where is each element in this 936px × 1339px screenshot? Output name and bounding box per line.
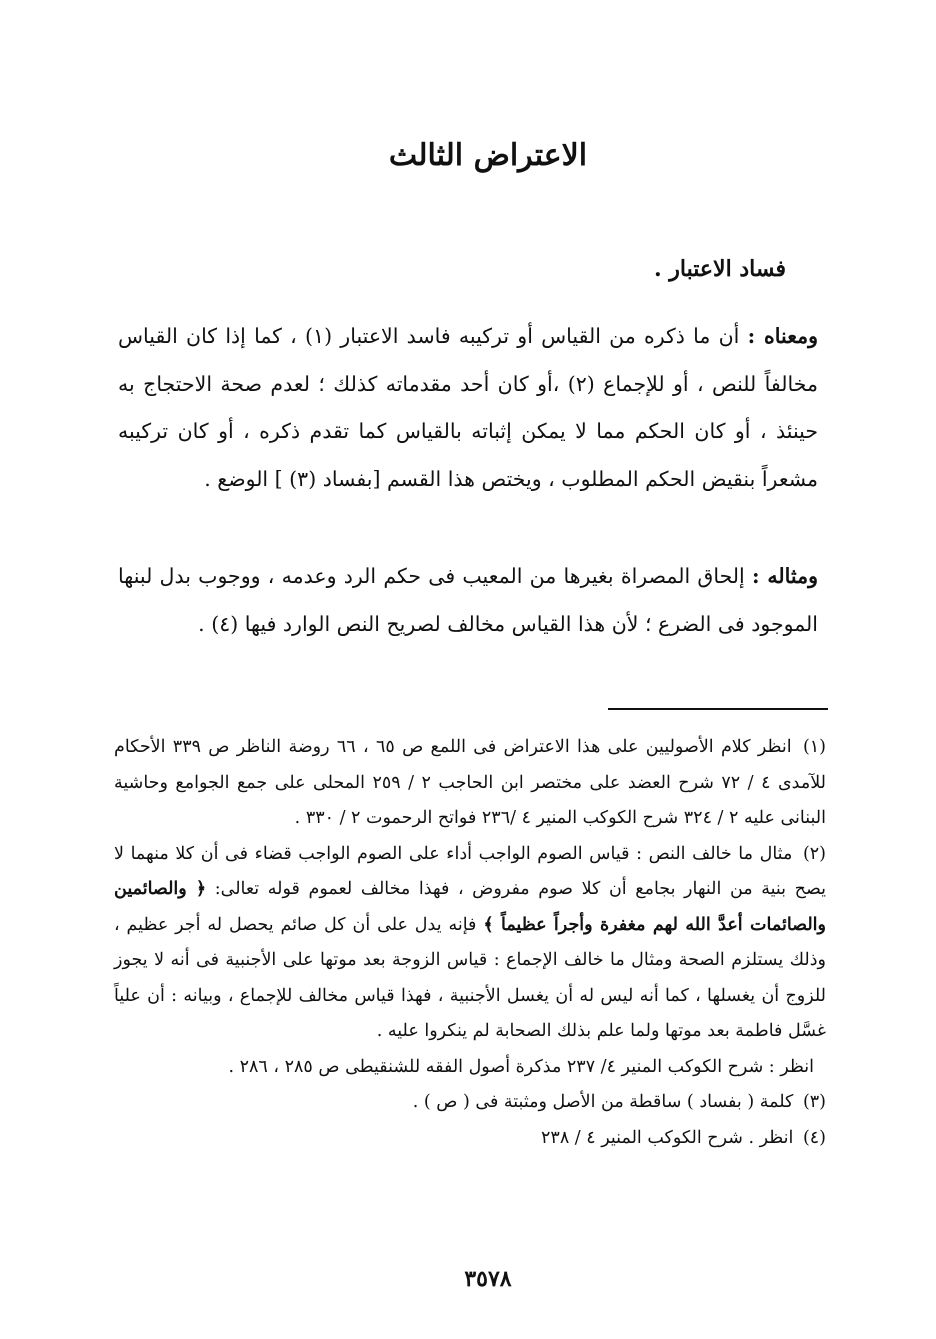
paragraph-meaning	[118, 313, 818, 503]
quran-verse: ﴿ والصائمين والصائمات أعدَّ الله لهم مغفرة وأجراً عظيماً ﴾	[114, 879, 826, 935]
footnotes-list	[114, 730, 826, 1156]
paragraph-body: أن ما ذكره من القياس أو تركيبه فاسد الاعتبار (١) ، كما إذا كان القياس مخالفاً للنص ، أو للإجماع (٢) ،أو كان أحد مقدماته كذلك ؛ لعدم صحة الاحتجاج به حينئذ ، أو كان الحكم مما لا يمكن إثباته بالقياس كما تقدم ذكره ، أو كان تركيبه مشعراً بنقيض الحكم المطلوب ، ويختص هذا القسم [بفساد (٣) ] الوضع .	[118, 324, 818, 491]
paragraph-example	[118, 553, 818, 648]
footnote-2-reference: انظر : شرح الكوكب المنير ٤/ ٢٣٧ مذكرة أصول الفقه للشنقيطى ص ٢٨٥ ، ٢٨٦ .	[228, 1056, 814, 1077]
page-number: ٣٥٧٨	[464, 1266, 512, 1292]
footnote-text: انظر . شرح الكوكب المنير ٤ / ٢٣٨	[541, 1127, 794, 1148]
paragraph-lead: ومثاله :	[752, 564, 818, 588]
footnote-number: (٣)	[802, 1092, 826, 1112]
paragraph-lead: ومعناه :	[747, 324, 818, 348]
footnote-number: (٤)	[802, 1127, 826, 1148]
footnote-1	[114, 730, 826, 837]
footnote-3	[114, 1085, 826, 1121]
footnote-divider	[608, 708, 828, 710]
footnote-text: انظر كلام الأصوليين على هذا الاعتراض فى اللمع ص ٦٥ ، ٦٦ روضة الناظر ص ٣٣٩ الأحكام للآمدى ٤ / ٧٢ شرح العضد على مختصر ابن الحاجب ٢ / ٢٥٩ المحلى على جمع الجوامع وحاشية البنانى عليه ٢ / ٣٢٤ شرح الكوكب المنير ٤ /٢٣٦ فواتح الرحموت ٢ / ٣٣٠ .	[114, 737, 826, 828]
footnote-text: فإنه يدل على أن كل صائم يحصل له أجر عظيم ، وذلك يستلزم الصحة ومثال ما خالف الإجماع : قياس الزوجة بعد موتها على الأجنبية فى أنه لا يجوز للزوج أن يغسلها ، كما أنه ليس له أن يغسل الأجنبية ، فهذا قياس مخالف للإجماع ، وبيانه : أن علياً غسَّل فاطمة بعد موتها ولما علم بذلك الصحابة لم ينكروا عليه .	[114, 914, 826, 1041]
section-title: الاعتراض الثالث	[388, 138, 588, 173]
paragraph-body: إلحاق المصراة بغيرها من المعيب فى حكم الرد وعدمه ، ووجوب بدل لبنها الموجود فى الضرع ؛ لأن هذا القياس مخالف لصريح النص الوارد فيها (٤) .	[118, 564, 818, 636]
footnote-number: (٢)	[802, 843, 826, 864]
footnote-number: (١)	[802, 737, 826, 757]
subsection-heading: فساد الاعتبار .	[653, 256, 786, 282]
footnote-2	[114, 837, 826, 1050]
footnote-4	[114, 1121, 826, 1157]
footnote-text: مثال ما خالف النص : قياس الصوم الواجب أداء على الصوم الواجب قضاء فى أن كلا منهما لا يصح بنية من النهار بجامع أن كلا صوم مفروض ، فهذا مخالف لعموم قوله تعالى:	[114, 843, 826, 899]
footnote-text: كلمة ( بفساد ) ساقطة من الأصل ومثبتة فى ( ص ) .	[412, 1092, 794, 1112]
